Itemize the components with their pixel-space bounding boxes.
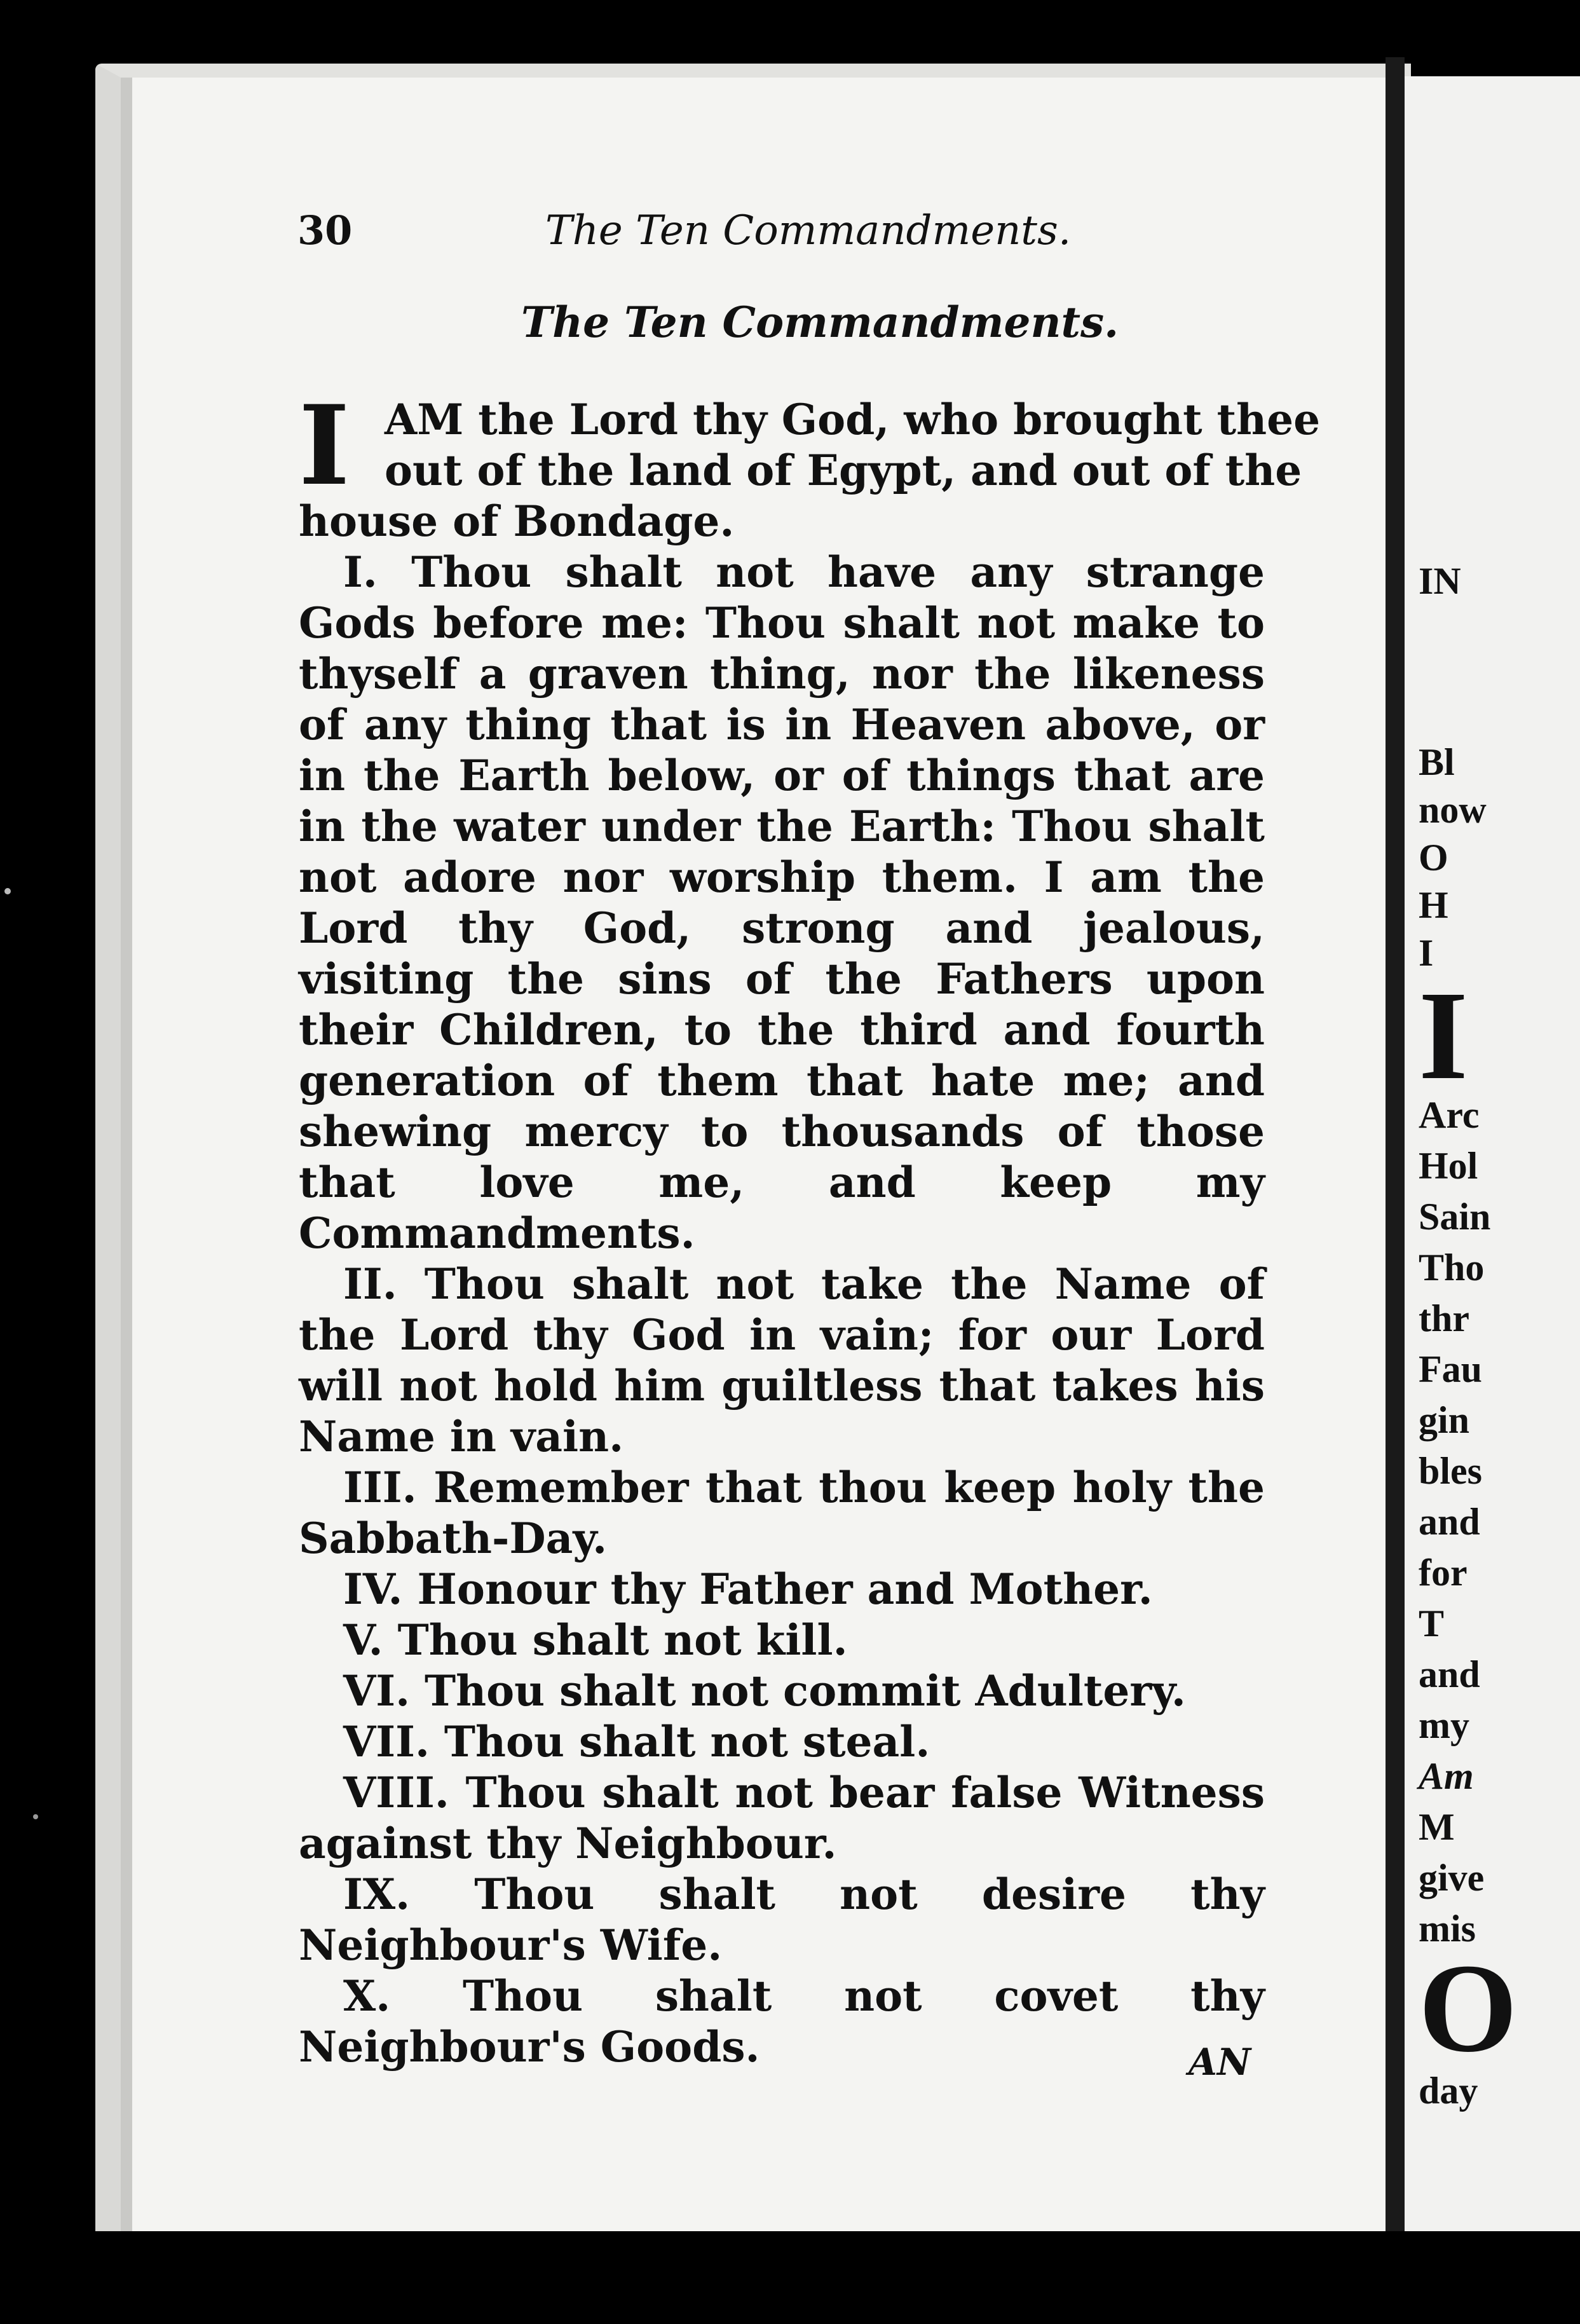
commandments-text [299, 381, 1321, 2072]
right-fragment: Fau [1419, 1348, 1483, 1390]
running-title: The Ten Commandments. [545, 207, 1072, 254]
right-fragment: IN [1419, 560, 1461, 602]
right-fragment: Hol [1419, 1145, 1478, 1187]
right-fragment: O [1419, 837, 1448, 878]
right-fragment: M [1419, 1806, 1455, 1848]
intro-line: out of the land of Egypt, and out of the [385, 446, 1302, 495]
commandment-2: II. Thou shalt not take the Name of the Lord thy God in vain; for our Lord will not hold him guiltless that takes his Name in vain. [299, 1259, 1265, 1461]
page-number: 30 [297, 207, 353, 254]
right-fragment: T [1419, 1603, 1445, 1644]
commandment-10: X. Thou shalt not covet thy Neighbour's Goods. [299, 1971, 1265, 2072]
right-fragment: mis [1419, 1908, 1476, 1950]
right-fragment: for [1419, 1552, 1468, 1594]
commandment-6: VI. Thou shalt not commit Adultery. [343, 1666, 1186, 1716]
scan-bottom-edge [95, 2231, 1580, 2324]
right-fragment: O [1419, 1938, 1518, 2079]
right-fragment: now [1419, 789, 1487, 831]
right-fragment: Am [1419, 1755, 1474, 1797]
right-fragment: and [1419, 1653, 1480, 1695]
right-fragment: H [1419, 884, 1448, 926]
right-fragment: gin [1419, 1399, 1470, 1441]
commandment-7: VII. Thou shalt not steal. [343, 1717, 930, 1767]
right-fragment: I [1419, 966, 1468, 1106]
intro-paragraph [299, 381, 1321, 547]
book-gutter [1386, 57, 1405, 2244]
right-fragment: and [1419, 1501, 1480, 1543]
right-fragment: I [1419, 932, 1434, 974]
running-head [297, 207, 1314, 258]
right-fragment: my [1419, 1704, 1469, 1746]
right-page [1405, 76, 1580, 2244]
commandment-8: VIII. Thou shalt not bear false Witness against thy Neighbour. [299, 1768, 1265, 1868]
intro-line: AM the Lord thy God, who brought thee [385, 395, 1321, 444]
right-fragment: give [1419, 1857, 1485, 1899]
intro-line: house of Bondage. [299, 496, 735, 546]
section-title: The Ten Commandments. [521, 297, 1119, 347]
right-fragment: Bl [1419, 741, 1455, 783]
commandment-9: IX. Thou shalt not desire thy Neighbour's Wife. [299, 1869, 1265, 1970]
scan-specks [0, 0, 95, 2324]
commandment-4: IV. Honour thy Father and Mother. [343, 1564, 1153, 1614]
right-fragment: Tho [1419, 1247, 1485, 1288]
right-fragment: thr [1419, 1297, 1469, 1339]
right-fragment: bles [1419, 1450, 1483, 1492]
right-fragment: Sain [1419, 1196, 1491, 1238]
drop-cap: I [299, 381, 350, 510]
right-fragment: Arc [1419, 1094, 1480, 1136]
catchword: AN [1188, 2040, 1251, 2084]
commandment-1: I. Thou shalt not have any strange Gods before me: Thou shalt not make to thyself a graven thing, nor the likeness of any thing that is in Heaven above, or in the Earth below, or of things that are in the water under the Earth: Thou shalt not adore nor worship them. I am the Lord thy God, strong and jealous, visiting the sins of the Fathers upon their Children, to the third and fourth generation of them that hate me; and shewing mercy to thousands of those that love me, and keep my Commandments. [299, 547, 1265, 1258]
commandment-3: III. Remember that thou keep holy the Sabbath-Day. [299, 1463, 1265, 1563]
right-fragment: day [1419, 2070, 1478, 2112]
commandment-5: V. Thou shalt not kill. [343, 1615, 848, 1665]
